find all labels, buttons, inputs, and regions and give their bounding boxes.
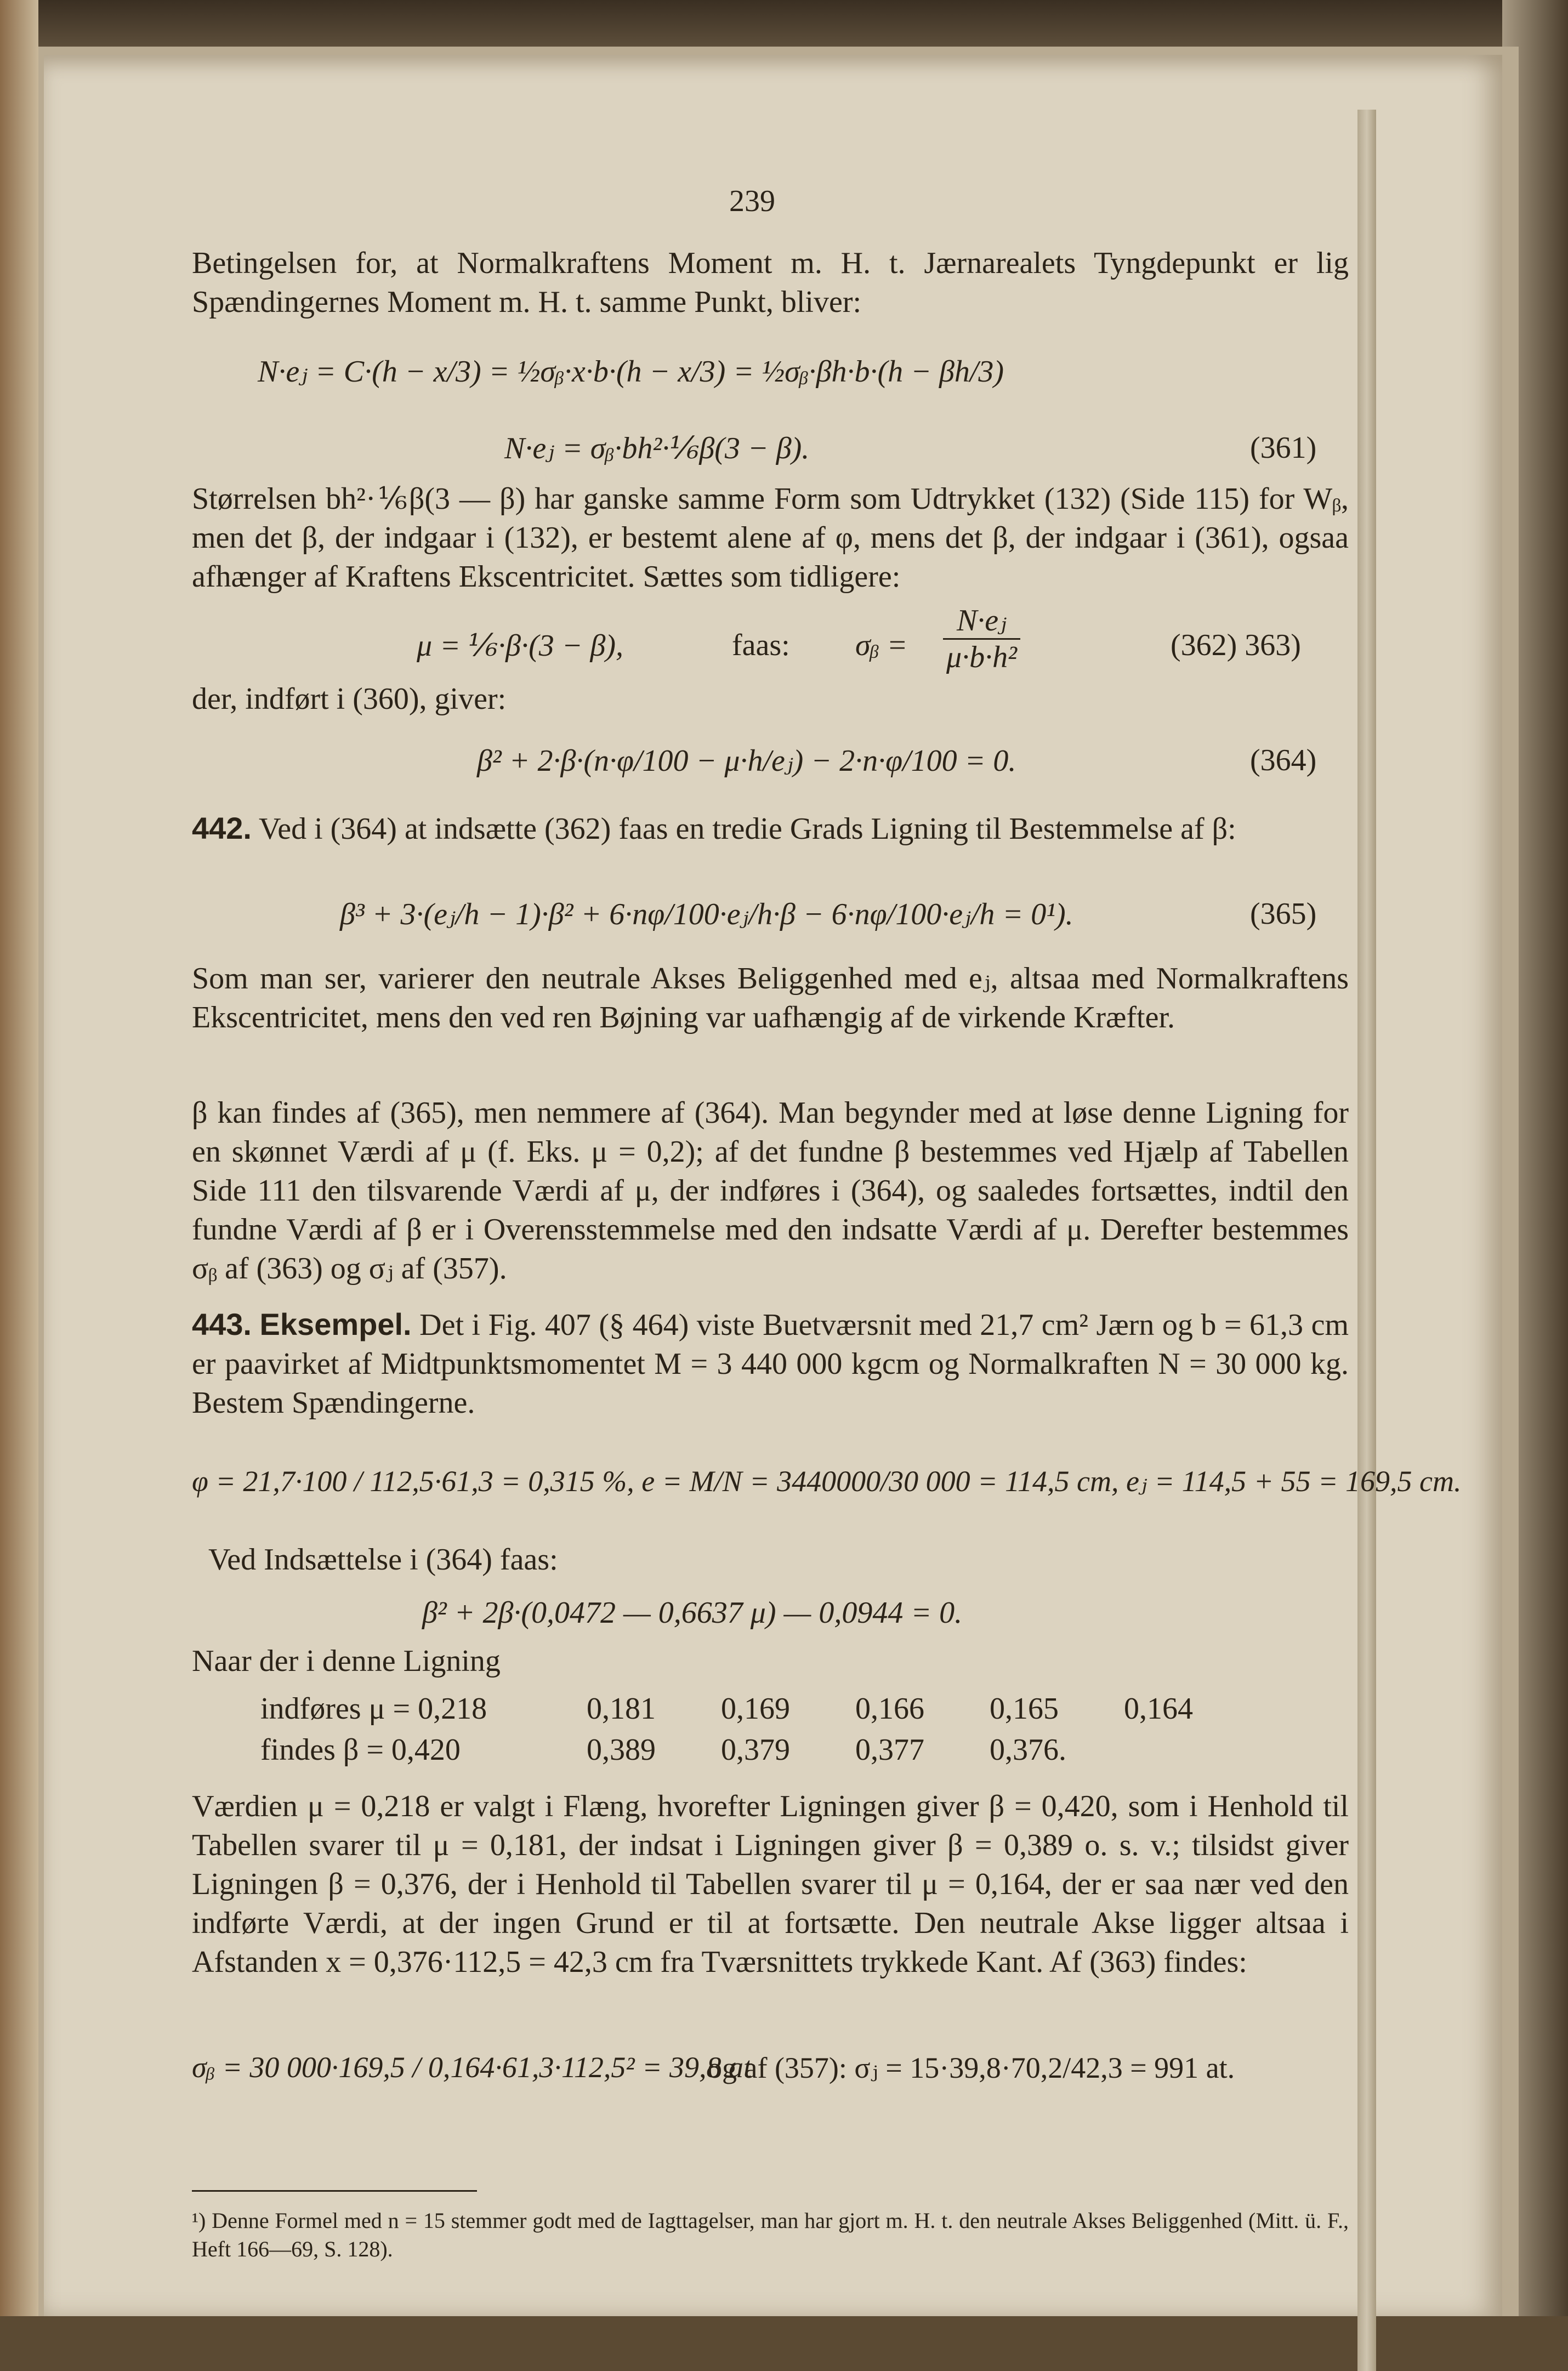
equation-faas: faas:: [732, 628, 790, 662]
footnote: ¹) Denne Formel med n = 15 stemmer godt med de Iagttagelser, man har gjort m. H. t. den neutrale Akses Beliggenhed (Mitt. ü. F., Heft 166—69, S. 128).: [192, 2208, 1349, 2261]
table-cell: 0,169: [721, 1692, 790, 1726]
table-cell: 0,165: [990, 1692, 1059, 1726]
equation-365: β³ + 3·(eⱼ/h − 1)·β² + 6·nφ/100·eⱼ/h·β − 6·nφ/100·eⱼ/h = 0¹).: [340, 897, 1073, 931]
footnote-rule: [192, 2190, 477, 2192]
section-442-number: 442.: [192, 811, 252, 845]
table-cell: 0,164: [1124, 1692, 1193, 1726]
paragraph-intro: Betingelsen for, at Normalkraftens Moment m. H. t. Jærnarealets Tyngdepunkt er lig Spændingernes Moment m. H. t. samme Punkt, bliver:: [192, 246, 1349, 319]
table-cell: 0,181: [587, 1692, 656, 1726]
equation-number-364: (364): [1250, 743, 1317, 777]
paragraph-size: Størrelsen bh²·⅙β(3 — β) har ganske samme Form som Udtrykket (132) (Side 115) for Wᵦ, men det β, der indgaar i (132), er bestemt alene af φ, mens det β, der indgaar i (361), ogsaa afhænger af Kraftens Ekscentricitet. Sættes som tidligere:: [192, 482, 1349, 594]
equation-number-365: (365): [1250, 897, 1317, 931]
table-row-mu: [260, 1691, 487, 1726]
equation-363-denominator: μ·b·h²: [946, 640, 1017, 674]
section-442: [192, 809, 1349, 849]
section-442-text: Ved i (364) at indsætte (362) faas en tredie Grads Ligning til Bestemmelse af β:: [259, 812, 1236, 846]
paragraph-result: Værdien μ = 0,218 er valgt i Flæng, hvorefter Ligningen giver β = 0,420, som i Henhold til Tabellen svarer til μ = 0,181, der indsat i Ligningen giver β = 0,389 o. s. v.; tilsidst giver Ligningen β = 0,376, der i Henhold til Tabellen svarer til μ = 0,164, der er saa nær ved den indførte Værdi, at der ingen Grund er til at fortsætte. Den neutrale Akse ligger altsaa i Afstanden x = 0,376·112,5 = 42,3 cm fra Tværsnittets trykkede Kant. Af (363) findes:: [192, 1789, 1349, 1979]
equation-364: β² + 2·β·(n·φ/100 − μ·h/eⱼ) − 2·n·φ/100 = 0.: [477, 744, 1016, 778]
section-443-title: Eksempel.: [259, 1307, 412, 1341]
equation-363-numerator: N·eⱼ: [943, 603, 1020, 640]
equation-number-361: (361): [1250, 431, 1317, 465]
table-row-beta-label: findes β = 0,420: [260, 1733, 461, 1767]
equation-sigma-b: σᵦ = 30 000·169,5 / 0,164·61,3·112,5² = 39,8 at: [192, 2051, 752, 2084]
equation-362: μ = ⅙·β·(3 − β),: [417, 629, 624, 663]
table-row-beta: [260, 1732, 461, 1767]
equation-moment: N·eⱼ = C·(h − x/3) = ½σᵦ·x·b·(h − x/3) = ½σᵦ·βh·b·(h − βh/3): [258, 355, 1004, 389]
paragraph-inserted: der, indført i (360), giver:: [192, 682, 507, 716]
bookmark-ribbon: [1357, 110, 1376, 2371]
equation-363-fraction: [943, 603, 1020, 675]
book-binding-left: [0, 0, 38, 2316]
table-row-mu-label: indføres μ = 0,218: [260, 1692, 487, 1726]
section-443-number: 443.: [192, 1307, 252, 1341]
table-cell: 0,377: [855, 1733, 924, 1767]
equation-substituted: β² + 2β·(0,0472 — 0,6637 μ) — 0,0944 = 0.: [422, 1596, 963, 1630]
section-443-text: Det i Fig. 407 (§ 464) viste Buetværsnit med 21,7 cm² Jærn og b = 61,3 cm er paavirket af Midtpunktsmomentet M = 3 440 000 kgcm og Normalkraften N = 30 000 kg. Bestem Spændingerne.: [192, 1308, 1349, 1420]
equation-363-lhs: σᵦ =: [855, 628, 908, 662]
table-cell: 0,376.: [990, 1733, 1066, 1767]
page-number: 239: [729, 184, 775, 218]
equation-number-362-363: (362) 363): [1171, 628, 1301, 662]
equation-phi: φ = 21,7·100 / 112,5·61,3 = 0,315 %, e = M/N = 3440000/30 000 = 114,5 cm, eⱼ = 114,5 + 55 = 169,5 cm.: [192, 1465, 1462, 1498]
paragraph-iteration: Naar der i denne Ligning: [192, 1644, 501, 1678]
paragraph-substitution: Ved Indsættelse i (364) faas:: [208, 1543, 558, 1577]
paragraph-observation: Som man ser, varierer den neutrale Akses Beliggenhed med eⱼ, altsaa med Normalkraftens Ekscentricitet, mens den ved ren Bøjning var uafhængig af de virkende Kræfter.: [192, 962, 1349, 1034]
equation-361: N·eⱼ = σᵦ·bh²·⅙β(3 − β).: [504, 431, 810, 465]
table-cell: 0,389: [587, 1733, 656, 1767]
table-cell: 0,379: [721, 1733, 790, 1767]
equation-sigma-j: og af (357): σⱼ = 15·39,8·70,2/42,3 = 991 at.: [707, 2051, 1235, 2084]
table-cell: 0,166: [855, 1692, 924, 1726]
paragraph-method: β kan findes af (365), men nemmere af (364). Man begynder med at løse denne Ligning for en skønnet Værdi af μ (f. Eks. μ = 0,2); af det fundne β bestemmes ved Hjælp af Tabellen Side 111 den tilsvarende Værdi af μ, der indføres i (364), og saaledes fortsættes, indtil den fundne Værdi af β er i Overensstemmelse med den indsatte Værdi af μ. Derefter bestemmes σᵦ af (363) og σⱼ af (357).: [192, 1096, 1349, 1286]
section-443: [192, 1305, 1349, 1423]
book-page: [44, 55, 1502, 2316]
